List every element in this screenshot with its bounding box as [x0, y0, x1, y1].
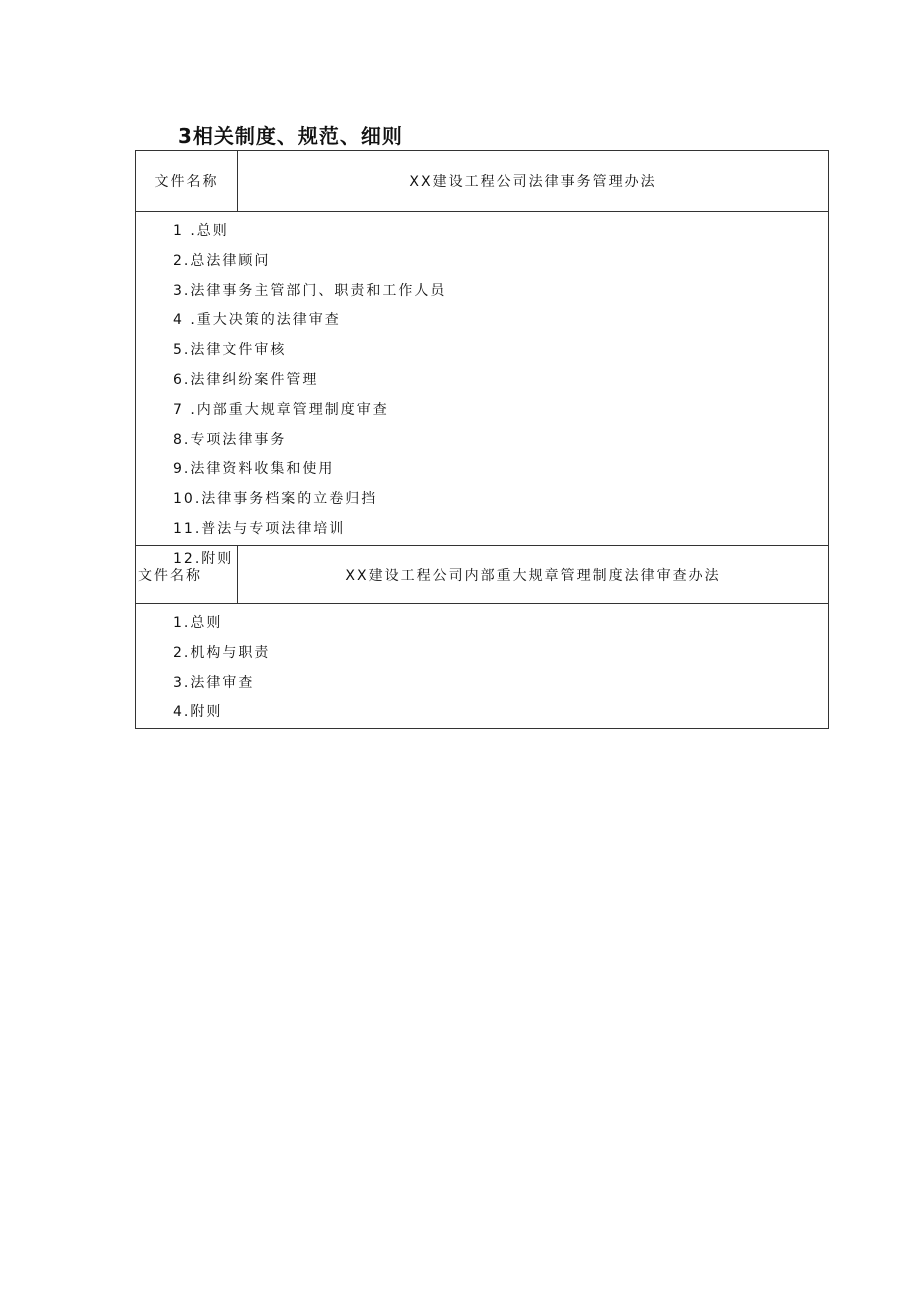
file-name-value: XX建设工程公司内部重大规章管理制度法律审查办法 [345, 567, 721, 584]
list-item: 3.法律审查 [173, 674, 255, 691]
file-name-row [136, 151, 828, 212]
file-name-row [136, 546, 828, 604]
list-item: 12.附则 [173, 550, 234, 567]
file-name-value: XX建设工程公司法律事务管理办法 [409, 174, 657, 190]
list-item: 2.机构与职责 [173, 644, 271, 661]
list-item: 8.专项法律事务 [173, 431, 287, 448]
list-item: 4.附则 [173, 704, 223, 721]
list-item: 3.法律事务主管部门、职责和工作人员 [173, 282, 447, 299]
list-item: 10.法律事务档案的立卷归挡 [173, 491, 378, 508]
file-name-label: 文件名称 [136, 546, 238, 603]
list-item: 7 .内部重大规章管理制度审查 [173, 401, 389, 418]
document-table-legal-affairs [135, 150, 829, 567]
list-item: 9.法律资料收集和使用 [173, 461, 335, 478]
list-item: 1 .总则 [173, 223, 229, 239]
section-heading: 3相关制度、规范、细则 [178, 124, 403, 148]
list-item: 4 .重大决策的法律审查 [173, 312, 341, 329]
file-name-label: 文件名称 [136, 151, 238, 211]
document-table-regulation-review [135, 545, 829, 729]
list-item: 6.法律纠纷案件管理 [173, 371, 319, 388]
chapter-list [136, 604, 828, 728]
list-item: 2.总法律顾问 [173, 252, 271, 269]
list-item: 11.普法与专项法律培训 [173, 520, 346, 537]
chapter-list [136, 212, 828, 575]
list-item: 5.法律文件审核 [173, 342, 287, 359]
list-item: 1.总则 [173, 615, 223, 631]
